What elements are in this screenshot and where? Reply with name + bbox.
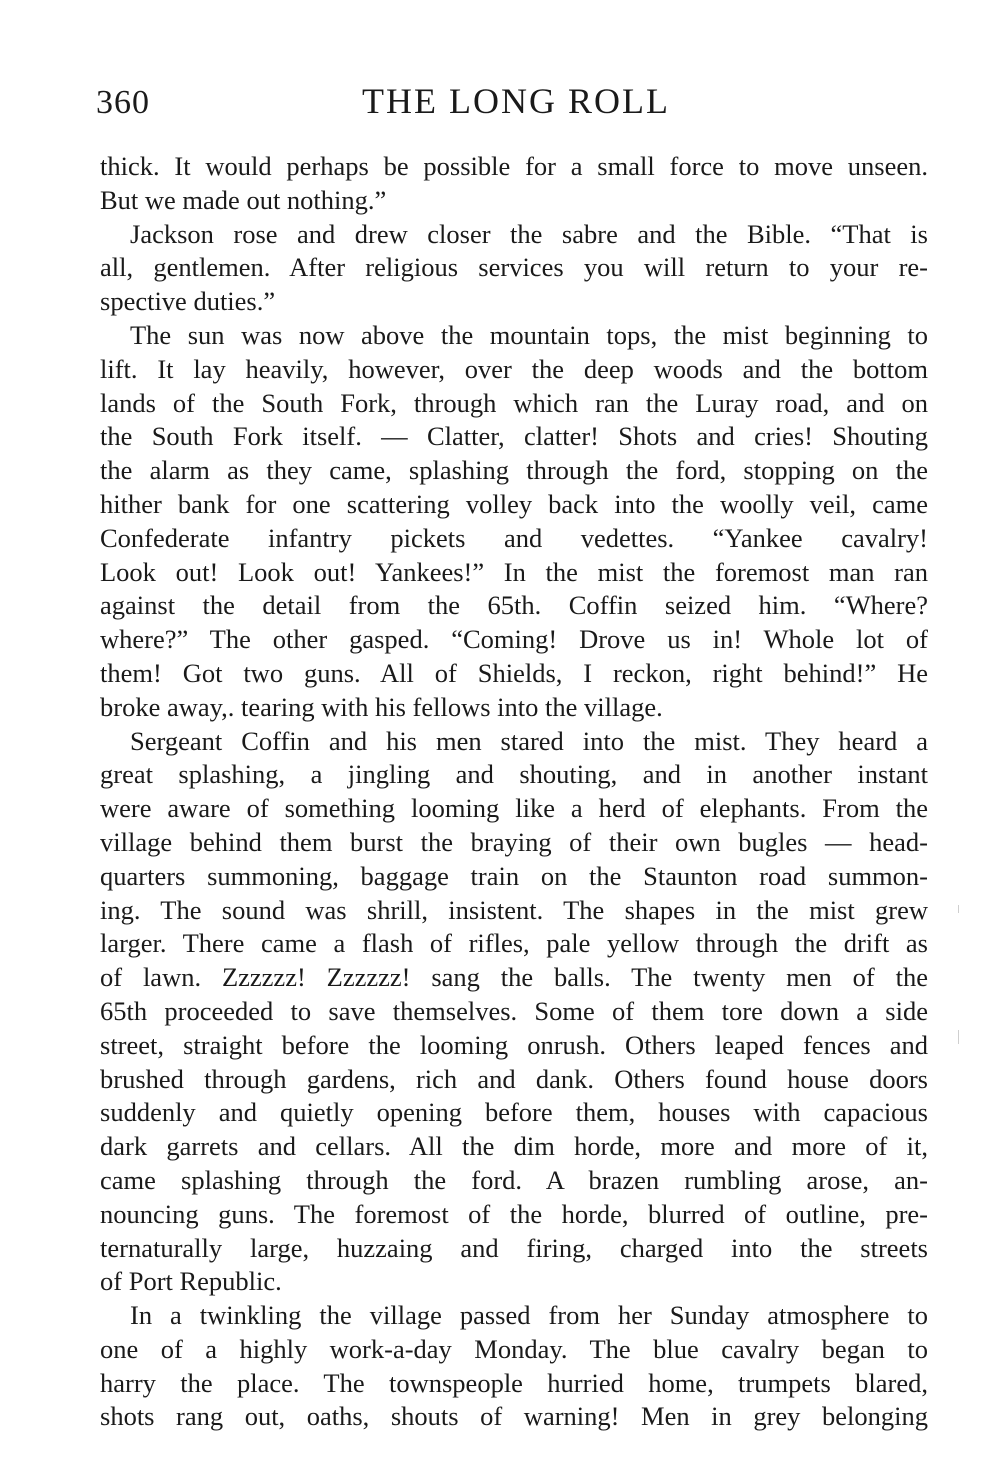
text-line: The sun was now above the mountain tops, the mist beginning to [130,319,928,350]
text-line: ternaturally large, huzzaing and firing, charged into the streets [100,1232,928,1263]
text-line: In a twinkling the village passed from her Sunday atmosphere to [130,1300,928,1331]
text-line: village behind them burst the braying of their own bugles — head- [100,826,928,857]
text-line: lands of the South Fork, through which ran the Luray road, and on [100,387,928,418]
text-line: Confederate infantry pickets and vedettes. “Yankee cavalry! [100,522,928,553]
text-line: where?” The other gasped. “Coming! Drove us in! Whole lot of [100,624,928,655]
text-line: great splashing, a jingling and shouting, and in another instant [100,759,928,790]
text-line: against the detail from the 65th. Coffin seized him. “Where? [100,590,928,621]
text-line: of Port Republic. [100,1266,282,1297]
text-line: thick. It would perhaps be possible for a small force to move unseen. [100,151,928,181]
text-line: street, straight before the looming onrush. Others leaped fences and [100,1029,928,1060]
text-line: shots rang out, oaths, shouts of warning! Men in grey belonging [100,1401,928,1432]
body-text [100,150,928,1434]
text-line: larger. There came a flash of rifles, pale yellow through the drift as [100,928,928,959]
text-line: all, gentlemen. After religious services you will return to your re- [100,252,928,283]
text-line: nouncing guns. The foremost of the horde, blurred of outline, pre- [100,1198,928,1229]
scan-margin-mark [958,1030,959,1044]
text-line: of lawn. Zzzzzz! Zzzzzz! sang the balls. The twenty men of the [100,962,928,993]
text-line: harry the place. The townspeople hurried home, trumpets blared, [100,1367,928,1398]
text-line: came splashing through the ford. A brazen rumbling arose, an- [100,1164,928,1195]
text-line: the South Fork itself. — Clatter, clatter! Shots and cries! Shouting [100,421,928,452]
text-line: Jackson rose and drew closer the sabre and the Bible. “That is [130,218,928,249]
text-line: ing. The sound was shrill, insistent. The shapes in the mist grew [100,894,928,925]
text-line: hither bank for one scattering volley back into the woolly veil, came [100,488,928,519]
text-line: Look out! Look out! Yankees!” In the mist the foremost man ran [100,556,928,587]
text-line: one of a highly work-a-day Monday. The blue cavalry began to [100,1333,928,1364]
scan-margin-mark [958,905,959,913]
text-line: the alarm as they came, splashing through the ford, stopping on the [100,455,928,486]
page-number: 360 [96,84,150,121]
text-line: were aware of something looming like a herd of elephants. From the [100,793,928,824]
text-line: quarters summoning, baggage train on the Staunton road summon- [100,860,928,891]
text-line: 65th proceeded to save themselves. Some of them tore down a side [100,995,928,1026]
text-line: spective duties.” [100,286,276,317]
text-line: But we made out nothing.” [100,184,387,215]
page-header [96,80,926,132]
text-line: brushed through gardens, rich and dank. Others found house doors [100,1063,928,1094]
text-line: broke away,. tearing with his fellows into the village. [100,691,663,722]
running-title: THE LONG ROLL [362,81,670,121]
text-line: lift. It lay heavily, however, over the deep woods and the bottom [100,353,928,384]
text-line: Sergeant Coffin and his men stared into the mist. They heard a [130,725,928,756]
text-line: dark garrets and cellars. All the dim horde, more and more of it, [100,1131,928,1162]
text-line: suddenly and quietly opening before them, houses with capacious [100,1097,928,1128]
text-line: them! Got two guns. All of Shields, I reckon, right behind!” He [100,657,928,688]
